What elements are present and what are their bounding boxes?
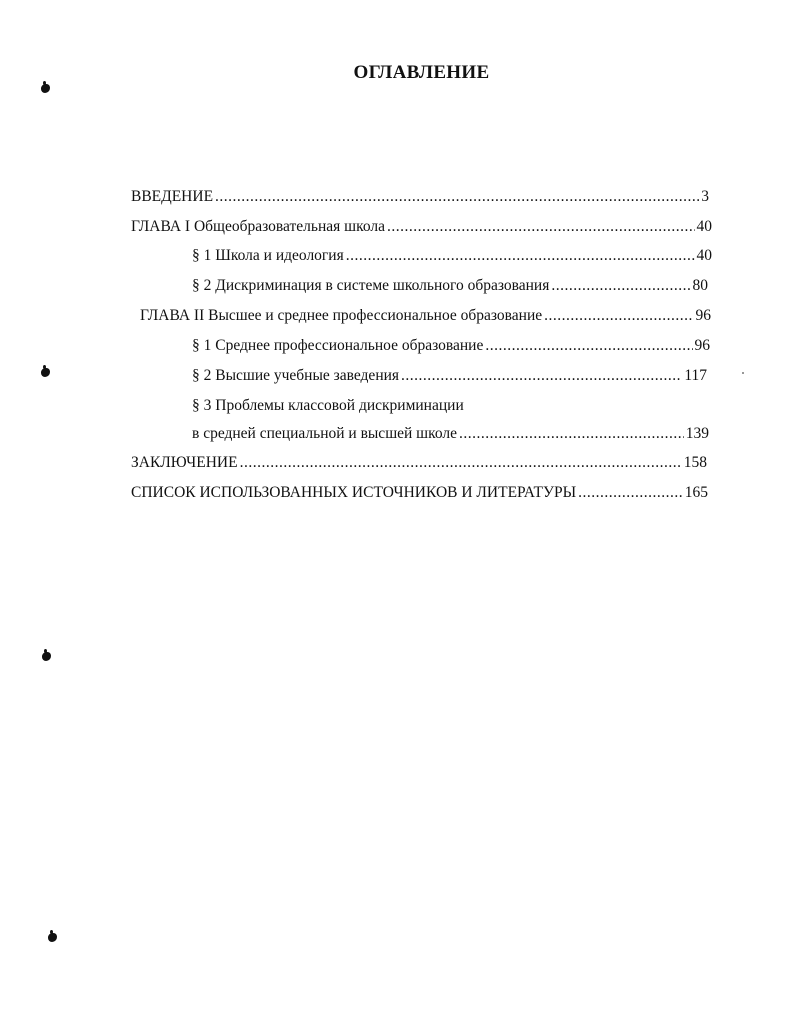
toc-entry-label: § 2 Дискриминация в системе школьного образования bbox=[192, 277, 550, 294]
toc-entry-section-1-1 bbox=[192, 246, 712, 266]
toc-entry-label: ВВЕДЕНИЕ bbox=[131, 188, 214, 205]
toc-entry-page: 80 bbox=[692, 277, 708, 294]
toc-entry-label: ЗАКЛЮЧЕНИЕ bbox=[131, 454, 238, 471]
toc-entry-label: § 2 Высшие учебные заведения bbox=[192, 367, 400, 384]
dot-leader bbox=[387, 217, 695, 237]
toc-entry-page: 139 bbox=[685, 425, 709, 442]
dot-leader bbox=[401, 366, 682, 386]
toc-entry-label: § 3 Проблемы классовой дискриминации bbox=[192, 397, 464, 414]
toc-entry-chapter-2 bbox=[140, 306, 711, 326]
toc-entry-introduction bbox=[131, 187, 709, 207]
toc-entry-page: 40 bbox=[696, 218, 712, 235]
toc-entry-label: в средней специальной и высшей школе bbox=[192, 425, 458, 442]
toc-entry-page: 117 bbox=[684, 367, 707, 384]
dot-leader bbox=[578, 483, 683, 503]
toc-entry-conclusion bbox=[131, 453, 707, 473]
toc-entry-section-1-2 bbox=[192, 276, 708, 296]
dot-leader bbox=[215, 187, 699, 207]
dot-leader bbox=[544, 306, 693, 326]
page-title: ОГЛАВЛЕНИЕ bbox=[353, 62, 490, 83]
toc-entry-chapter-1 bbox=[131, 217, 712, 237]
toc-entry-page: 158 bbox=[683, 454, 707, 471]
toc-entry-section-2-1 bbox=[192, 336, 710, 356]
toc-entry-page: 3 bbox=[701, 188, 709, 205]
dot-leader bbox=[485, 336, 692, 356]
toc-entry-label: § 1 Среднее профессиональное образование bbox=[192, 337, 484, 354]
toc-entry-section-2-3 bbox=[192, 396, 512, 416]
toc-entry-label: ГЛАВА I Общеобразовательная школа bbox=[131, 218, 385, 235]
toc-entry-page: 165 bbox=[684, 484, 708, 501]
dot-leader bbox=[459, 424, 684, 444]
dot-leader bbox=[346, 246, 695, 266]
dot-leader bbox=[240, 453, 682, 473]
toc-entry-label: ГЛАВА II Высшее и среднее профессиональное образование bbox=[140, 307, 543, 324]
toc-entry-label: § 1 Школа и идеология bbox=[192, 247, 344, 264]
toc-entry-page: 40 bbox=[696, 247, 712, 264]
dot-leader bbox=[551, 276, 690, 296]
toc-entry-section-2-2 bbox=[192, 366, 707, 386]
toc-entry-page: 96 bbox=[695, 307, 711, 324]
toc-entry-section-2-3-continued bbox=[192, 424, 709, 444]
toc-entry-page: 96 bbox=[694, 337, 710, 354]
toc-entry-bibliography bbox=[131, 483, 708, 503]
toc-entry-label: СПИСОК ИСПОЛЬЗОВАННЫХ ИСТОЧНИКОВ И ЛИТЕРАТУРЫ bbox=[131, 484, 577, 501]
scan-speck bbox=[742, 372, 744, 374]
